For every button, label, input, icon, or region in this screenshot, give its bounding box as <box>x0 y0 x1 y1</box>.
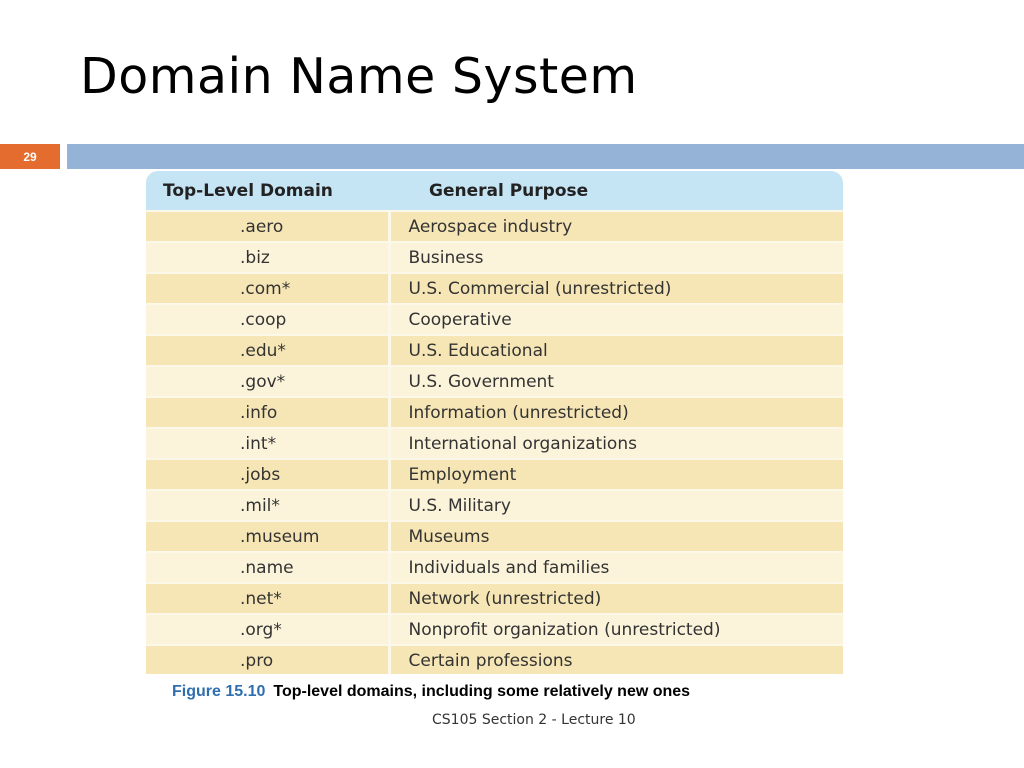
title-bar-row <box>0 144 1024 169</box>
table-row <box>146 614 843 645</box>
purpose-cell: U.S. Government <box>389 366 843 397</box>
slide-number: 29 <box>0 144 60 169</box>
tld-cell: .museum <box>146 521 389 552</box>
tld-cell: .biz <box>146 242 389 273</box>
purpose-cell: Aerospace industry <box>389 211 843 242</box>
tld-cell: .mil* <box>146 490 389 521</box>
tld-cell: .gov* <box>146 366 389 397</box>
figure-caption <box>172 683 690 701</box>
purpose-cell: Employment <box>389 459 843 490</box>
column-header-purpose: General Purpose <box>389 171 843 211</box>
purpose-cell: U.S. Military <box>389 490 843 521</box>
purpose-cell: Business <box>389 242 843 273</box>
tld-cell: .org* <box>146 614 389 645</box>
purpose-cell: Network (unrestricted) <box>389 583 843 614</box>
table-row <box>146 242 843 273</box>
tld-cell: .coop <box>146 304 389 335</box>
table-row <box>146 304 843 335</box>
slide-footer: CS105 Section 2 - Lecture 10 <box>432 712 636 728</box>
table-row <box>146 552 843 583</box>
purpose-cell: Certain professions <box>389 645 843 674</box>
tld-cell: .com* <box>146 273 389 304</box>
table-row <box>146 459 843 490</box>
table-row <box>146 521 843 552</box>
figure-caption-text: Top-level domains, including some relatively new ones <box>273 683 691 700</box>
domain-table <box>146 171 843 674</box>
table-body <box>146 211 843 674</box>
table-row <box>146 397 843 428</box>
table-row <box>146 335 843 366</box>
tld-cell: .info <box>146 397 389 428</box>
tld-cell: .name <box>146 552 389 583</box>
table-row <box>146 645 843 674</box>
purpose-cell: Cooperative <box>389 304 843 335</box>
domain-table-container <box>146 171 843 674</box>
purpose-cell: Information (unrestricted) <box>389 397 843 428</box>
table-header-row <box>146 171 843 211</box>
tld-cell: .aero <box>146 211 389 242</box>
column-header-tld: Top-Level Domain <box>146 171 389 211</box>
title-bar <box>67 144 1024 169</box>
figure-label: Figure 15.10 <box>172 683 266 700</box>
table-row <box>146 211 843 242</box>
slide-title: Domain Name System <box>80 48 638 105</box>
table-row <box>146 490 843 521</box>
table-row <box>146 583 843 614</box>
purpose-cell: Museums <box>389 521 843 552</box>
purpose-cell: U.S. Commercial (unrestricted) <box>389 273 843 304</box>
purpose-cell: Individuals and families <box>389 552 843 583</box>
purpose-cell: International organizations <box>389 428 843 459</box>
table-row <box>146 366 843 397</box>
tld-cell: .edu* <box>146 335 389 366</box>
tld-cell: .net* <box>146 583 389 614</box>
tld-cell: .pro <box>146 645 389 674</box>
purpose-cell: U.S. Educational <box>389 335 843 366</box>
purpose-cell: Nonprofit organization (unrestricted) <box>389 614 843 645</box>
tld-cell: .int* <box>146 428 389 459</box>
table-row <box>146 428 843 459</box>
table-row <box>146 273 843 304</box>
tld-cell: .jobs <box>146 459 389 490</box>
